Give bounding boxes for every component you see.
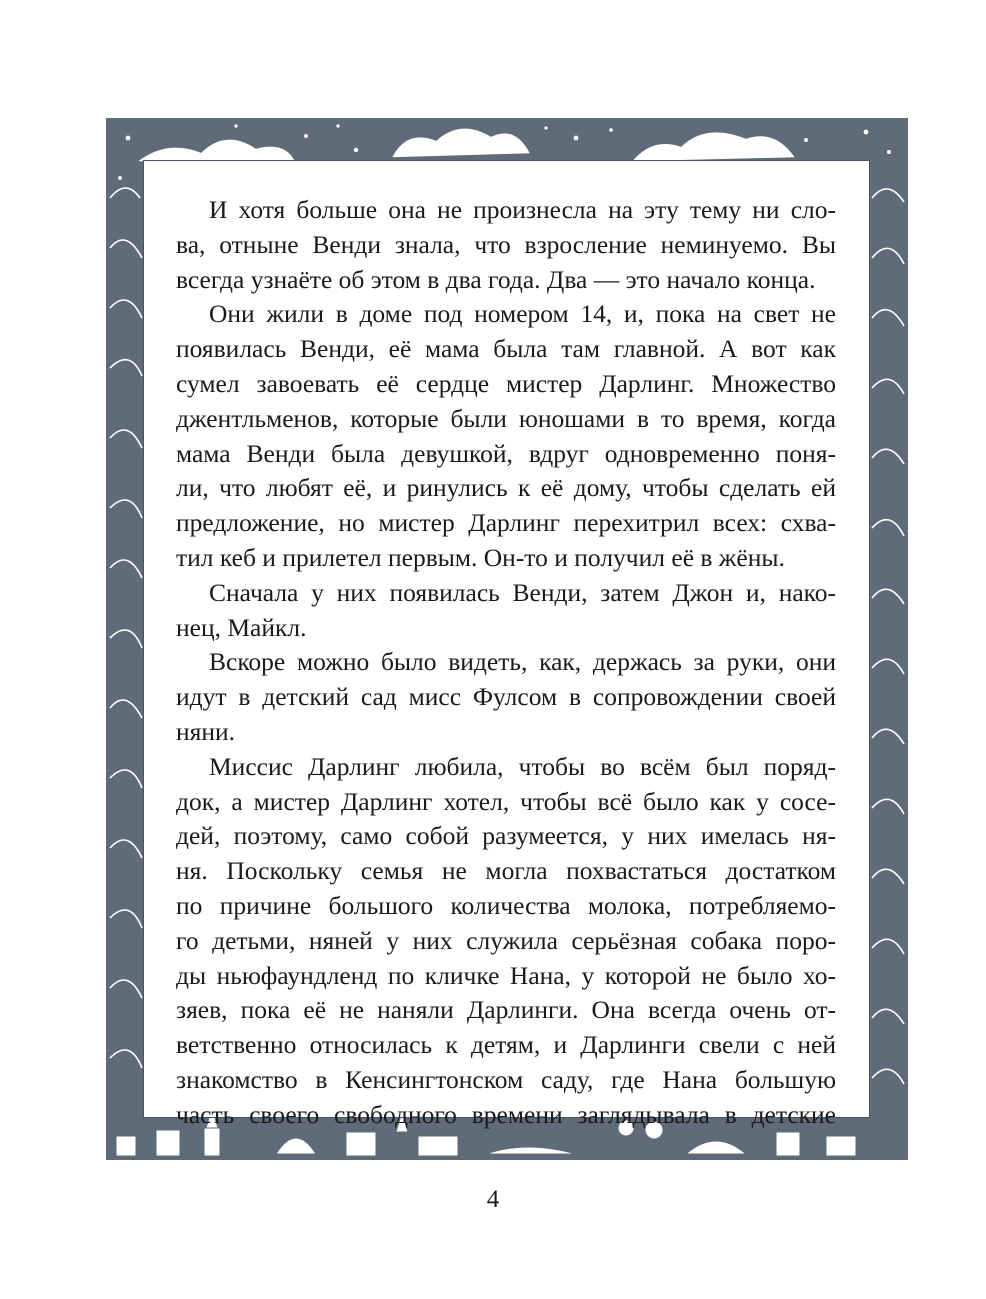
text-line: ня. Поскольку семья не могла похвастаться достатком (176, 856, 836, 886)
text-line: нец, Майкл. (176, 612, 307, 642)
text-line: мама Венди была девушкой, вдруг одновременно поня- (176, 438, 836, 468)
text-line: Миссис Дарлинг любила, чтобы во всём был поряд- (209, 751, 836, 781)
paragraph-2 (176, 297, 836, 575)
text-line: знакомство в Кенсингтонском саду, где Нана большую (176, 1064, 836, 1094)
paragraph-1 (176, 193, 836, 297)
text-line: сумел завоевать её сердце мистер Дарлинг. Множество (176, 368, 836, 398)
text-line: по причине большого количества молока, потребляемо- (176, 890, 836, 920)
text-line: всегда узнаёте об этом в два года. Два — это начало конца. (176, 264, 816, 294)
text-line: идут в детский сад мисс Фулсом в сопровождении своей (176, 682, 836, 712)
text-line: Вскоре можно было видеть, как, держась за руки, они (209, 647, 836, 677)
text-line: ды ньюфаундленд по кличке Нана, у которой не было хо- (176, 960, 836, 990)
paragraph-4 (176, 645, 836, 749)
text-line: зяев, пока её не наняли Дарлинги. Она всегда очень от- (176, 995, 836, 1025)
text-line: ли, что любят её, и ринулись к её дому, чтобы сделать ей (176, 473, 836, 503)
text-line: Сначала у них появилась Венди, затем Джон и, нако- (209, 577, 836, 607)
text-line: появилась Венди, её мама была там главной. А вот как (176, 334, 836, 364)
text-line: тил кеб и прилетел первым. Он-то и получил её в жёны. (176, 542, 785, 572)
text-line: И хотя больше она не произнесла на эту тему ни сло- (209, 195, 836, 224)
text-line: го детьми, няней у них служила серьёзная собака поро- (176, 925, 836, 955)
text-line: ва, отныне Венди знала, что взросление неминуемо. Вы (176, 229, 836, 259)
text-line: часть своего свободного времени заглядывала в детские (176, 1099, 836, 1129)
text-line: предложение, но мистер Дарлинг перехитрил всех: схва- (176, 508, 836, 538)
paragraph-5 (176, 750, 836, 1133)
text-line: док, а мистер Дарлинг хотел, чтобы всё было как у сосе- (176, 786, 836, 816)
body-text (176, 193, 836, 1133)
text-line: джентльменов, которые были юношами в то время, когда (176, 403, 836, 433)
text-line: ветственно относилась к детям, и Дарлинги свели с ней (176, 1030, 836, 1060)
text-line: дей, поэтому, само собой разумеется, у них имелась ня- (176, 821, 836, 851)
text-line: няни. (176, 716, 236, 746)
text-line: Они жили в доме под номером 14, и, пока на свет не (209, 299, 836, 329)
paragraph-3 (176, 576, 836, 646)
page-number: 4 (486, 1186, 500, 1213)
